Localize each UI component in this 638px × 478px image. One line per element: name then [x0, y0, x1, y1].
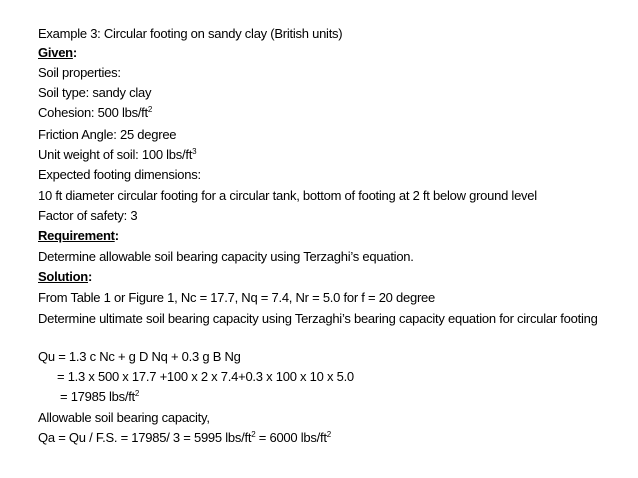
- table-values: From Table 1 or Figure 1, Nc = 17.7, Nq = 7.4, Nr = 5.0 for f = 20 degree: [38, 290, 436, 305]
- cohesion: [38, 105, 152, 121]
- colon: :: [72, 45, 77, 60]
- requirement-heading-text: Requirement: [38, 228, 115, 243]
- equation-qu: Qu = 1.3 c Nc + g D Nq + 0.3 g B Ng: [38, 349, 241, 364]
- final-text-1: Qa = Qu / F.S. = 17985/ 3 = 5995 lbs/ft: [38, 430, 252, 445]
- final-equation: [38, 430, 331, 446]
- colon: :: [114, 228, 119, 243]
- soil-type: Soil type: sandy clay: [38, 85, 152, 100]
- expected-dimensions-label: Expected footing dimensions:: [38, 167, 201, 182]
- friction-angle: Friction Angle: 25 degree: [38, 127, 177, 142]
- equation-result: [60, 389, 139, 405]
- superscript: 3: [192, 147, 197, 156]
- solution-heading-text: Solution: [38, 269, 88, 284]
- unit-weight-text: Unit weight of soil: 100 lbs/ft: [38, 147, 193, 162]
- final-text-2: = 6000 lbs/ft: [255, 430, 327, 445]
- solution-heading: [38, 269, 92, 285]
- superscript: 2: [251, 430, 256, 439]
- allowable-label: Allowable soil bearing capacity,: [38, 410, 210, 425]
- given-heading-text: Given: [38, 45, 73, 60]
- equation-result-text: = 17985 lbs/ft: [60, 389, 135, 404]
- requirement-text: Determine allowable soil bearing capacity using Terzaghi’s equation.: [38, 249, 414, 264]
- superscript: 2: [326, 430, 331, 439]
- footing-dimensions: 10 ft diameter circular footing for a circular tank, bottom of footing at 2 ft below ground level: [38, 188, 537, 203]
- example-title: Example 3: Circular footing on sandy clay (British units): [38, 26, 343, 41]
- equation-substitution: = 1.3 x 500 x 17.7 +100 x 2 x 7.4+0.3 x 100 x 10 x 5.0: [57, 369, 354, 384]
- unit-weight: [38, 147, 196, 163]
- cohesion-text: Cohesion: 500 lbs/ft: [38, 105, 148, 120]
- factor-of-safety: Factor of safety: 3: [38, 208, 138, 223]
- colon: :: [88, 269, 93, 284]
- superscript: 2: [147, 105, 153, 114]
- soil-properties-label: Soil properties:: [38, 65, 121, 80]
- superscript: 2: [134, 389, 140, 398]
- given-heading: [38, 45, 77, 61]
- determine-ultimate-text: Determine ultimate soil bearing capacity using Terzaghi’s bearing capacity equation for circular footing: [38, 311, 598, 326]
- requirement-heading: [38, 228, 119, 244]
